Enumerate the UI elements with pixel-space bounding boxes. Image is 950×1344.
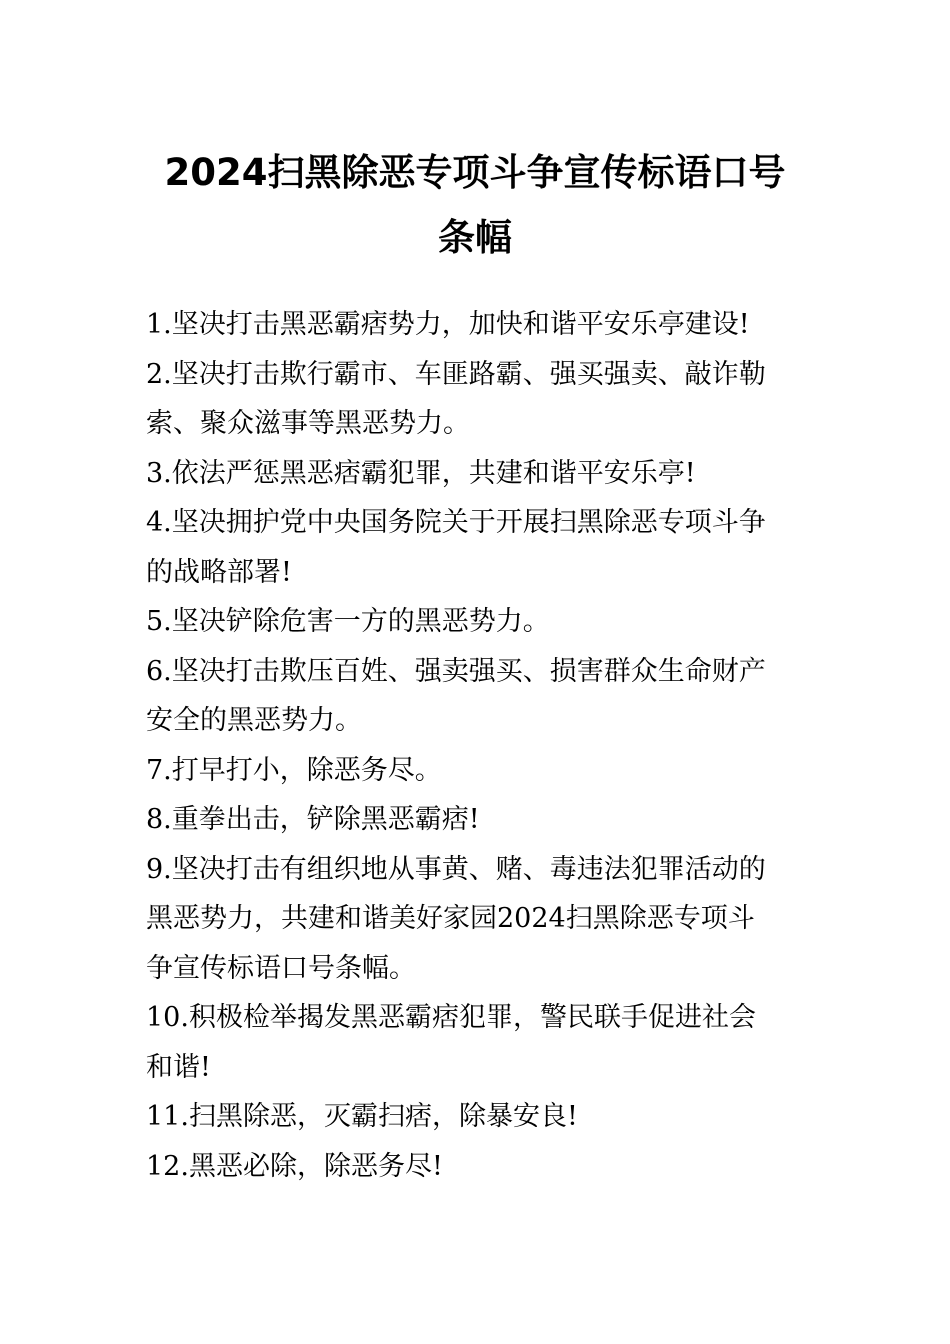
slogan-line: 7.打早打小，除恶务尽。 [146, 754, 442, 786]
slogan-item-1 [146, 300, 806, 350]
slogan-line: 争宣传标语口号条幅。 [146, 952, 416, 984]
slogan-line: 的战略部署! [146, 556, 292, 588]
slogan-line: 2.坚决打击欺行霸市、车匪路霸、强买强卖、敲诈勒 [146, 358, 766, 390]
slogan-item-8 [146, 795, 806, 845]
slogan-line: 3.依法严惩黑恶痞霸犯罪，共建和谐平安乐亭! [146, 457, 696, 489]
slogan-item-5 [146, 597, 806, 647]
slogan-list [146, 300, 806, 1191]
slogan-line: 6.坚决打击欺压百姓、强卖强买、损害群众生命财产 [146, 655, 766, 687]
slogan-line: 9.坚决打击有组织地从事黄、赌、毒违法犯罪活动的 [146, 853, 766, 885]
slogan-line: 安全的黑恶势力。 [146, 705, 362, 736]
document-title [130, 140, 820, 270]
title-line-2: 条幅 [438, 216, 512, 259]
slogan-line: 5.坚决铲除危害一方的黑恶势力。 [146, 606, 550, 637]
title-line-1: 2024扫黑除恶专项斗争宣传标语口号 [164, 151, 786, 194]
slogan-line: 10.积极检举揭发黑恶霸痞犯罪，警民联手促进社会 [146, 1002, 756, 1033]
slogan-item-6 [146, 647, 806, 746]
slogan-line: 和谐! [146, 1051, 211, 1083]
slogan-item-11 [146, 1092, 806, 1142]
slogan-line: 4.坚决拥护党中央国务院关于开展扫黑除恶专项斗争 [146, 507, 766, 538]
slogan-item-4 [146, 498, 806, 597]
slogan-line: 8.重拳出击，铲除黑恶霸痞! [146, 804, 480, 835]
slogan-line: 索、聚众滋事等黑恶势力。 [146, 408, 470, 439]
slogan-item-12 [146, 1142, 806, 1192]
slogan-item-3 [146, 449, 806, 499]
slogan-item-10 [146, 993, 806, 1092]
slogan-line: 黑恶势力，共建和谐美好家园2024扫黑除恶专项斗 [146, 903, 755, 934]
slogan-line: 11.扫黑除恶，灭霸扫痞，除暴安良! [146, 1101, 578, 1132]
slogan-line: 1.坚决打击黑恶霸痞势力，加快和谐平安乐亭建设! [146, 309, 750, 340]
slogan-item-7 [146, 746, 806, 796]
slogan-item-2 [146, 350, 806, 449]
slogan-item-9 [146, 845, 806, 994]
slogan-line: 12.黑恶必除，除恶务尽! [146, 1150, 443, 1182]
